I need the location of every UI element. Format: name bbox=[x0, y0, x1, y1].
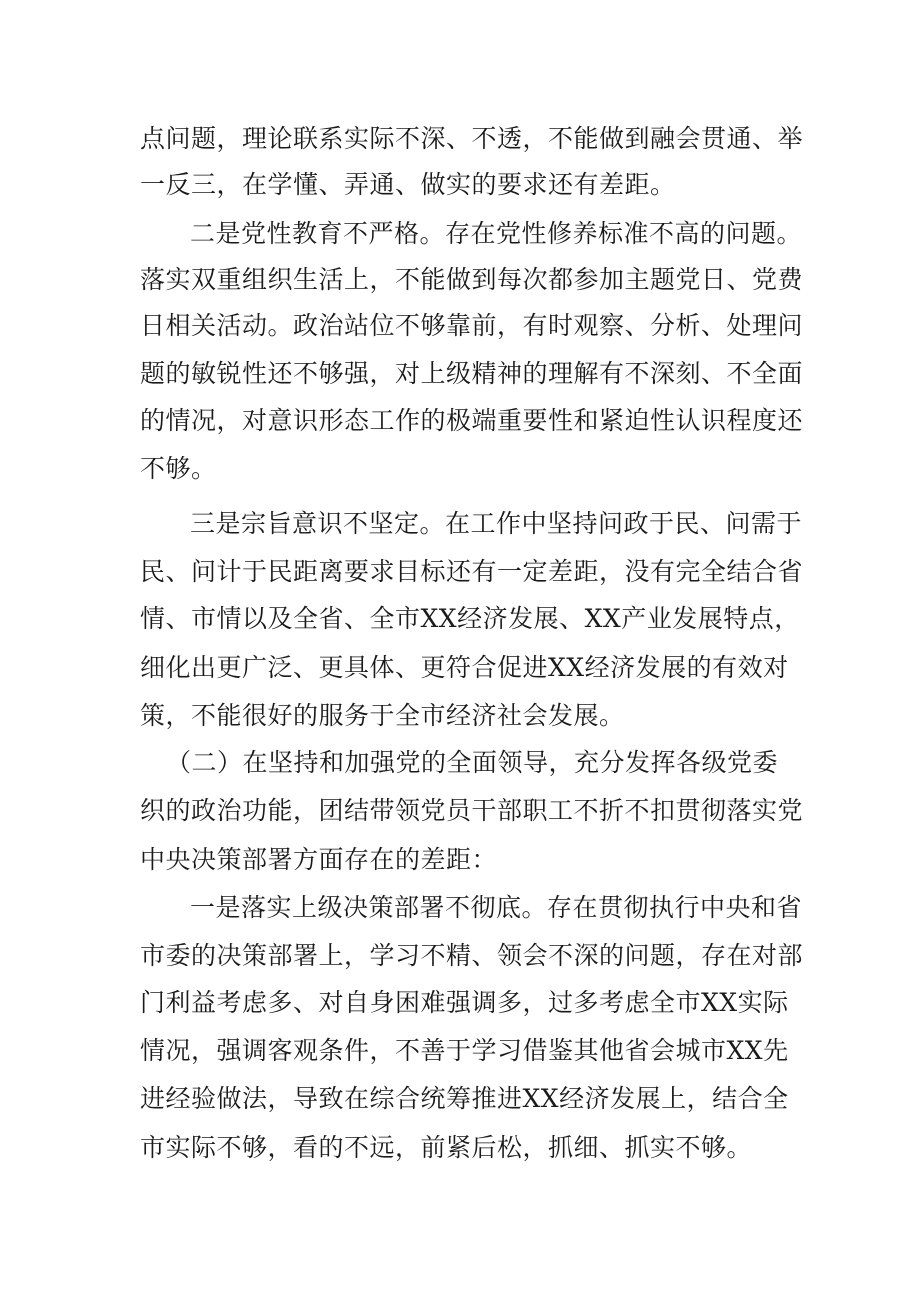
paragraph-5-line-6: 市实际不够，看的不远，前紧后松，抓细、抓实不够。 bbox=[140, 1133, 753, 1162]
paragraph-2-line-6: 不够。 bbox=[140, 454, 217, 483]
paragraph-5-line-1: 一是落实上级决策部署不彻底。存在贯彻执行中央和省 bbox=[190, 893, 803, 922]
paragraph-4-line-3: 中央决策部署方面存在的差距： bbox=[140, 845, 498, 874]
paragraph-2-line-1: 二是党性教育不严格。存在党性修养标准不高的问题。 bbox=[190, 219, 803, 248]
paragraph-2-line-5: 的情况，对意识形态工作的极端重要性和紧迫性认识程度还 bbox=[140, 406, 804, 435]
paragraph-3-line-4: 细化出更广泛、更具体、更符合促进XX经济发展的有效对 bbox=[140, 653, 789, 682]
paragraph-1-line-2: 一反三，在学懂、弄通、做实的要求还有差距。 bbox=[140, 170, 676, 199]
paragraph-5-line-2: 市委的决策部署上，学习不精、领会不深的问题，存在对部 bbox=[140, 941, 804, 970]
paragraph-4-line-1: （二）在坚持和加强党的全面领导，充分发挥各级党委 bbox=[166, 748, 779, 777]
paragraph-5-line-3: 门利益考虑多、对自身困难强调多，过多考虑全市XX实际 bbox=[140, 988, 789, 1017]
paragraph-5-line-4: 情况，强调客观条件，不善于学习借鉴其他省会城市XX先 bbox=[140, 1036, 789, 1065]
paragraph-4-line-2: 织的政治功能，团结带领党员干部职工不折不扣贯彻落实党 bbox=[140, 796, 804, 825]
paragraph-3-line-3: 情、市情以及全省、全市XX经济发展、XX产业发展特点， bbox=[140, 604, 800, 633]
paragraph-2-line-3: 日相关活动。政治站位不够靠前，有时观察、分析、处理问 bbox=[140, 311, 804, 340]
paragraph-5-line-5: 进经验做法，导致在综合统筹推进XX经济发展上，结合全 bbox=[140, 1084, 789, 1113]
paragraph-3-line-2: 民、问计于民距离要求目标还有一定差距，没有完全结合省 bbox=[140, 557, 804, 586]
paragraph-1-line-1: 点问题，理论联系实际不深、不透，不能做到融会贯通、举 bbox=[140, 124, 804, 153]
paragraph-2-line-4: 题的敏锐性还不够强，对上级精神的理解有不深刻、不全面 bbox=[140, 359, 804, 388]
paragraph-3-line-5: 策，不能很好的服务于全市经济社会发展。 bbox=[140, 701, 625, 730]
paragraph-2-line-2: 落实双重组织生活上，不能做到每次都参加主题党日、党费 bbox=[140, 265, 804, 294]
paragraph-3-line-1: 三是宗旨意识不坚定。在工作中坚持问政于民、问需于 bbox=[190, 509, 803, 538]
